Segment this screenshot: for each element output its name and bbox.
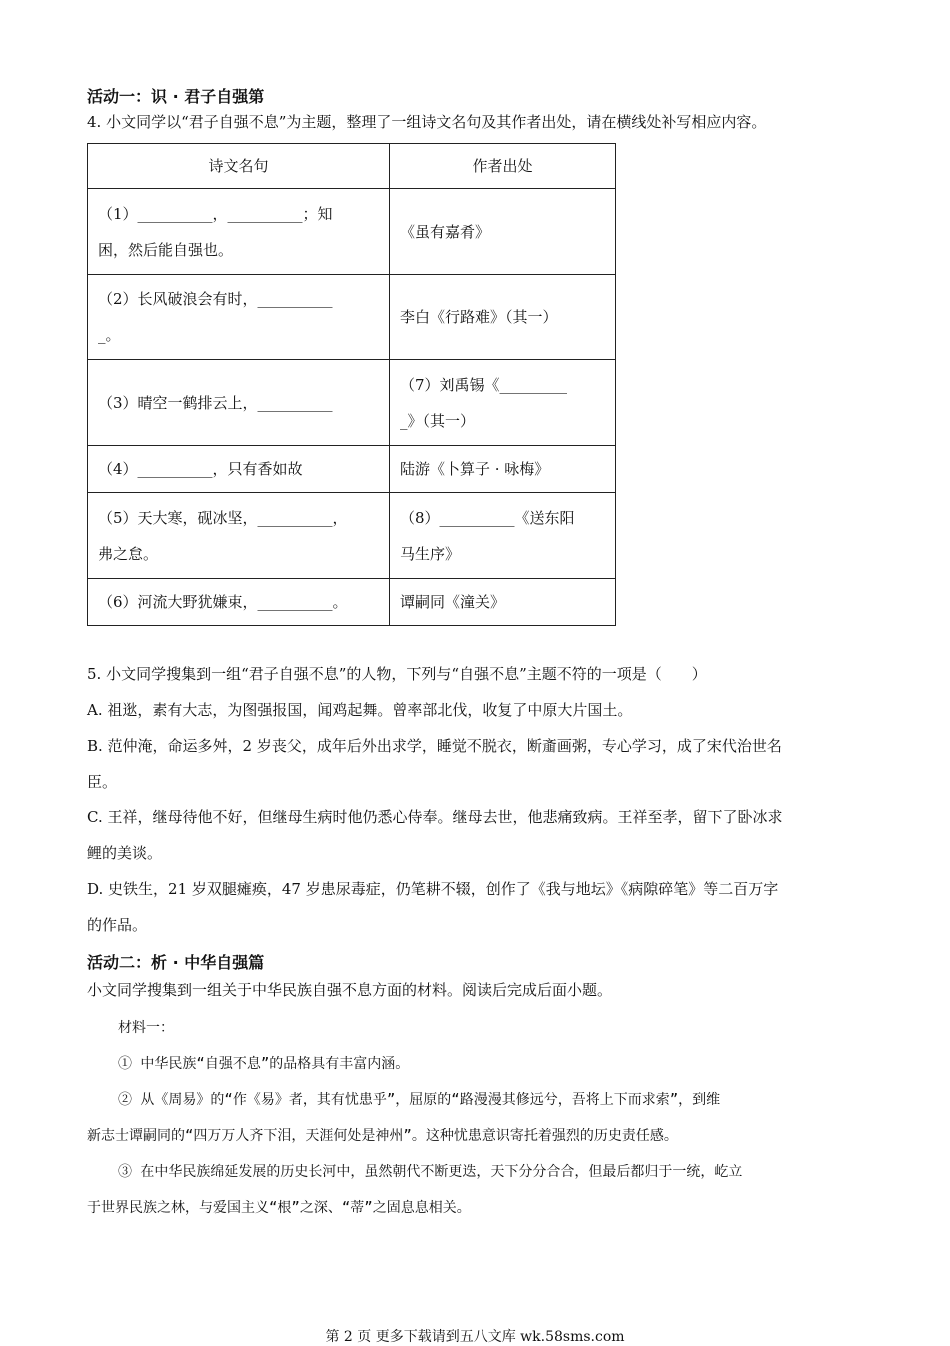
source-cell: （7）刘禹锡《_________ _》（其一） bbox=[390, 360, 616, 446]
q5-option-b-cont: 臣。 bbox=[87, 773, 118, 791]
header-cell: 作者出处 bbox=[390, 144, 616, 189]
activity2-intro: 小文同学搜集到一组关于中华民族自强不息方面的材料。阅读后完成后面小题。 bbox=[87, 981, 613, 999]
table-row bbox=[88, 579, 616, 626]
material1-label: 材料一： bbox=[118, 1020, 174, 1036]
source-cell: 李白《行路难》（其一） bbox=[390, 275, 616, 360]
quote-cell: （6）河流大野犹嫌束，__________。 bbox=[88, 579, 390, 626]
material1-p3: ③ 在中华民族绵延发展的历史长河中，虽然朝代不断更迭，天下分分合合，但最后都归于一统，屹立 bbox=[118, 1164, 743, 1180]
quote-cell: （5）天大寒，砚冰坚，__________， 弗之怠。 bbox=[88, 493, 390, 579]
q5-option-d-cont: 的作品。 bbox=[87, 916, 148, 934]
table-header-row bbox=[88, 144, 616, 189]
activity1-heading: 活动一：识 · 君子自强第 bbox=[87, 87, 265, 106]
poem-table bbox=[87, 143, 616, 626]
quote-cell: （2）长风破浪会有时，__________ _。 bbox=[88, 275, 390, 360]
quote-cell: （1）__________，__________；知 困，然后能自强也。 bbox=[88, 189, 390, 275]
q5-stem: 5. 小文同学搜集到一组“君子自强不息”的人物，下列与“自强不息”主题不符的一项是（ ） bbox=[87, 665, 707, 683]
material1-p1: ① 中华民族“自强不息”的品格具有丰富内涵。 bbox=[118, 1056, 410, 1072]
table-row bbox=[88, 360, 616, 446]
source-cell: （8）__________《送东阳 马生序》 bbox=[390, 493, 616, 579]
table-row bbox=[88, 275, 616, 360]
source-cell: 《虽有嘉肴》 bbox=[390, 189, 616, 275]
q5-option-b: B. 范仲淹，命运多舛，2 岁丧父，成年后外出求学，睡觉不脱衣，断齑画粥，专心学习，成了宋代治世名 bbox=[87, 737, 782, 755]
quote-cell: （3）晴空一鹤排云上，__________ bbox=[88, 360, 390, 446]
material1-p2-cont: 新志士谭嗣同的“四万万人齐下泪，天涯何处是神州”。这种忧患意识寄托着强烈的历史责任感。 bbox=[87, 1128, 678, 1144]
table-row bbox=[88, 493, 616, 579]
q5-option-c-cont: 鲤的美谈。 bbox=[87, 844, 163, 862]
q4-stem: 4. 小文同学以“君子自强不息”为主题，整理了一组诗文名句及其作者出处，请在横线处补写相应内容。 bbox=[87, 113, 767, 131]
page-footer: 第 2 页 更多下载请到五八文库 wk.58sms.com bbox=[325, 1329, 625, 1345]
q5-option-c: C. 王祥，继母待他不好，但继母生病时他仍悉心侍奉。继母去世，他悲痛致病。王祥至孝，留下了卧冰求 bbox=[87, 808, 783, 826]
q5-option-a: A. 祖逖，素有大志，为图强报国，闻鸡起舞。曾率部北伐，收复了中原大片国土。 bbox=[87, 701, 633, 719]
material1-p3-cont: 于世界民族之林，与爱国主义“根”之深、“蒂”之固息息相关。 bbox=[87, 1200, 471, 1216]
source-cell: 谭嗣同《潼关》 bbox=[390, 579, 616, 626]
table-row bbox=[88, 446, 616, 493]
source-cell: 陆游《卜算子 · 咏梅》 bbox=[390, 446, 616, 493]
q5-option-d: D. 史铁生，21 岁双腿瘫痪，47 岁患尿毒症，仍笔耕不辍，创作了《我与地坛》《病隙碎笔》等二百万字 bbox=[87, 880, 779, 898]
table-row bbox=[88, 189, 616, 275]
header-cell: 诗文名句 bbox=[88, 144, 390, 189]
quote-cell: （4）__________，只有香如故 bbox=[88, 446, 390, 493]
material1-p2: ② 从《周易》的“作《易》者，其有忧患乎”，屈原的“路漫漫其修远兮，吾将上下而求索”，到维 bbox=[118, 1092, 721, 1108]
activity2-heading: 活动二：析 · 中华自强篇 bbox=[87, 953, 265, 972]
